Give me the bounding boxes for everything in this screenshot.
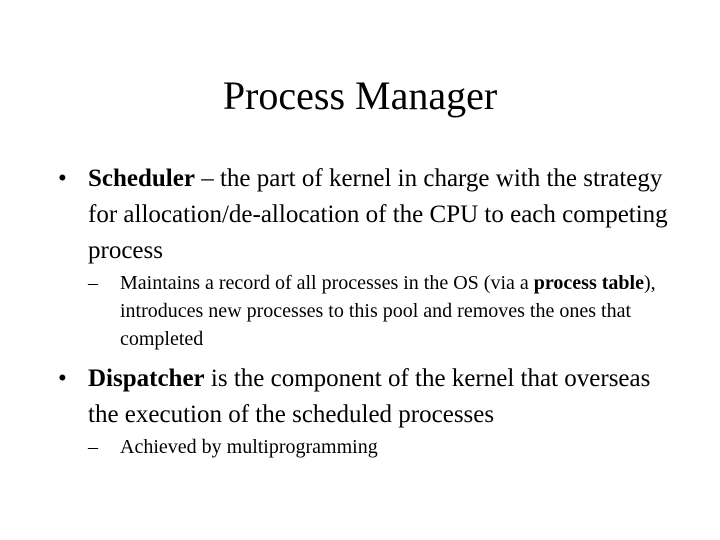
bullet-dispatcher <box>58 361 678 433</box>
sub-bullet-term: process table <box>533 272 644 294</box>
bullet-scheduler <box>58 161 678 269</box>
bullet-term: Dispatcher <box>88 365 205 392</box>
bullet-term: Scheduler <box>88 165 195 192</box>
sub-bullet-text-before: Maintains a record of all processes in the OS (via a <box>120 272 534 294</box>
bullet-description: – the part of kernel in charge with the strategy for allocation/de-allocation of the CPU to each competing process <box>88 165 668 264</box>
sub-bullet-text <box>120 269 668 353</box>
sub-bullet-multiprogramming <box>88 433 668 461</box>
bullet-text <box>88 161 678 269</box>
bullet-marker: • <box>58 165 67 192</box>
bullet-marker: • <box>58 365 67 392</box>
bullet-description: is the component of the kernel that overseas the execution of the scheduled processes <box>88 365 651 428</box>
sub-bullet-process-table <box>88 269 668 353</box>
bullet-text <box>88 361 678 433</box>
sub-bullet-marker: – <box>88 272 98 294</box>
sub-bullet-text-after: ), introduces new processes to this pool and removes the ones that completed <box>120 272 656 350</box>
sub-bullet-marker: – <box>88 436 98 458</box>
slide-title: Process Manager <box>222 73 498 118</box>
sub-bullet-text: Achieved by multiprogramming <box>120 436 378 458</box>
